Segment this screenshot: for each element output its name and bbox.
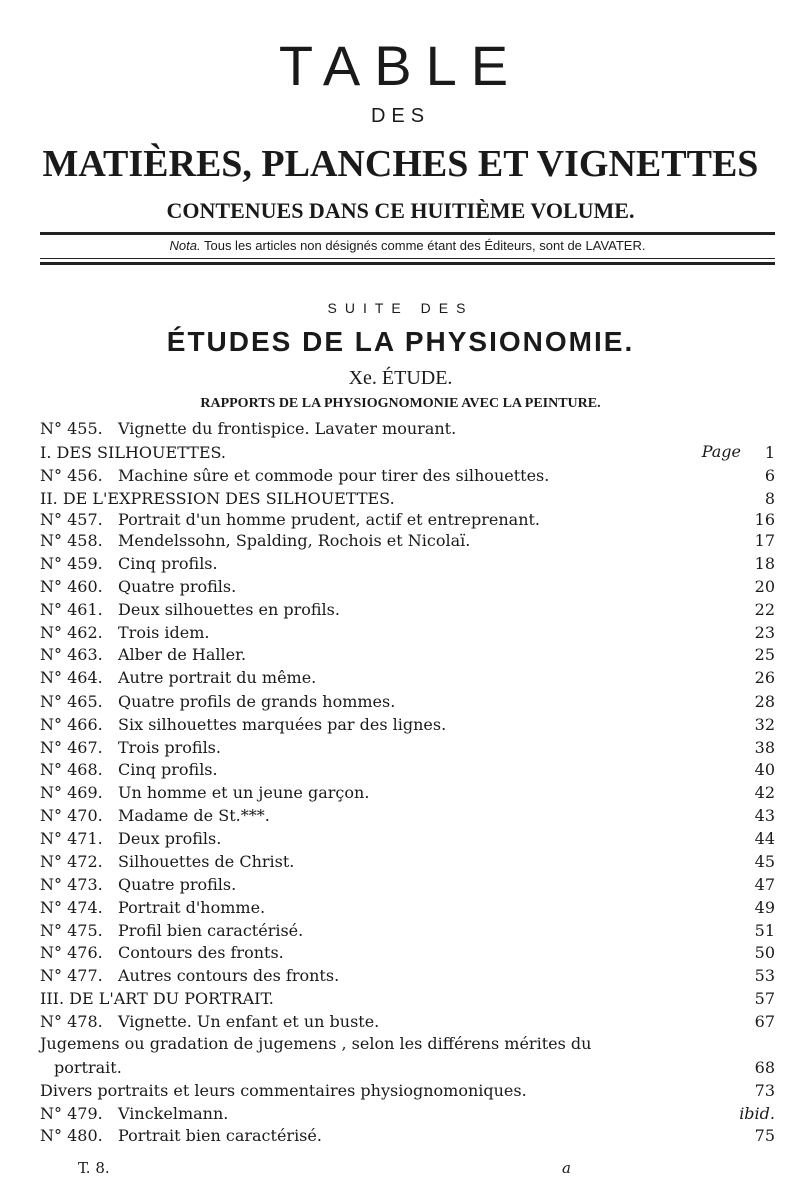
toc-entry: [40, 1126, 775, 1146]
nota-text: Tous les articles non désignés comme étant des Éditeurs, sont de LAVATER.: [203, 238, 646, 253]
entry-number: N° 462.: [40, 623, 103, 642]
entry-title: Portrait d'homme.: [118, 898, 266, 917]
entry-page: 32: [754, 715, 775, 734]
toc-entry: [40, 600, 775, 620]
toc-entry: [40, 419, 775, 439]
toc-entry: [40, 554, 775, 574]
title-des: DES: [370, 105, 431, 127]
entry-number: N° 456.: [40, 466, 103, 485]
entry-title: Quatre profils de grands hommes.: [118, 692, 396, 711]
entry-number: N° 476.: [40, 943, 103, 962]
title-contenues: CONTENUES DANS CE HUITIÈME VOLUME.: [166, 198, 635, 223]
entry-page: 40: [754, 760, 775, 779]
title-matieres: MATIÈRES, PLANCHES ET VIGNETTES: [42, 143, 759, 185]
entry-title: Vignette. Un enfant et un buste.: [118, 1012, 380, 1031]
entry-page: 38: [754, 738, 775, 757]
toc-entry: [40, 921, 775, 941]
entry-page: 18: [754, 554, 775, 573]
entry-number: N° 463.: [40, 645, 103, 664]
entry-page: 75: [754, 1126, 775, 1145]
entry-page: 49: [754, 898, 775, 917]
toc-entry: [40, 738, 775, 758]
entry-title: Portrait d'un homme prudent, actif et entreprenant.: [118, 510, 541, 529]
toc-entry: [40, 966, 775, 986]
entry-page: 51: [754, 921, 775, 940]
title-table: TABLE: [278, 34, 523, 97]
toc-entry: [40, 1081, 775, 1101]
toc-entry: [40, 943, 775, 963]
entry-number: N° 459.: [40, 554, 103, 573]
entry-title: III. DE L'ART DU PORTRAIT.: [40, 989, 274, 1008]
entry-page: 45: [754, 852, 775, 871]
entry-title: Profil bien caractérisé.: [118, 921, 304, 940]
nota-label: Nota.: [169, 238, 201, 253]
entry-page: ibid.: [739, 1104, 775, 1123]
toc-entry: [40, 783, 775, 803]
toc-entry: [40, 645, 775, 665]
entry-page: 26: [754, 668, 775, 687]
entry-title: Silhouettes de Christ.: [118, 852, 295, 871]
entry-title: Deux profils.: [118, 829, 222, 848]
entry-title: I. DES SILHOUETTES.: [40, 443, 226, 462]
entry-title: Madame de St.***.: [118, 806, 270, 825]
entry-number: N° 473.: [40, 875, 103, 894]
toc-entry: [40, 623, 775, 643]
entry-page: 23: [754, 623, 775, 642]
entry-title: Machine sûre et commode pour tirer des silhouettes.: [118, 466, 550, 485]
entry-number: N° 469.: [40, 783, 103, 802]
entry-page: 28: [754, 692, 775, 711]
entry-page: 25: [754, 645, 775, 664]
entry-number: N° 457.: [40, 510, 103, 529]
toc-entry: [40, 760, 775, 780]
entry-page: 17: [754, 531, 775, 550]
entry-number: N° 460.: [40, 577, 103, 596]
entry-title: Autre portrait du même.: [118, 668, 317, 687]
entry-title: Trois profils.: [118, 738, 221, 757]
entry-title: II. DE L'EXPRESSION DES SILHOUETTES.: [40, 489, 395, 508]
entry-number: N° 477.: [40, 966, 103, 985]
toc-entry: [40, 715, 775, 735]
entry-number: N° 478.: [40, 1012, 103, 1031]
entry-title: Quatre profils.: [118, 577, 237, 596]
entry-number: N° 468.: [40, 760, 103, 779]
entry-number: N° 467.: [40, 738, 103, 757]
entry-number: N° 464.: [40, 668, 103, 687]
entry-number: N° 471.: [40, 829, 103, 848]
section-suite: SUITE DES: [327, 300, 474, 316]
entry-page: 73: [754, 1081, 775, 1100]
entry-title: Autres contours des fronts.: [118, 966, 340, 985]
entry-page: 1: [764, 443, 775, 462]
entry-page: 67: [754, 1012, 775, 1031]
rule-top: [40, 232, 775, 235]
toc-entry: [40, 531, 775, 551]
toc-entry: [40, 692, 775, 712]
toc-entry: [40, 898, 775, 918]
entry-title: Six silhouettes marquées par des lignes.: [118, 715, 447, 734]
toc-entry: [40, 806, 775, 826]
volume-mark: T. 8.: [78, 1159, 110, 1177]
toc-entry: [40, 1058, 775, 1078]
entry-title: Cinq profils.: [118, 760, 218, 779]
entry-title: Cinq profils.: [118, 554, 218, 573]
entry-number: N° 466.: [40, 715, 103, 734]
entry-page: 42: [754, 783, 775, 802]
entry-number: N° 479.: [40, 1104, 103, 1123]
entry-number: N° 480.: [40, 1126, 103, 1145]
entry-title: Jugemens ou gradation de jugemens , selon les différens mérites du: [40, 1034, 592, 1053]
entry-page: 47: [754, 875, 775, 894]
entry-title: Quatre profils.: [118, 875, 237, 894]
toc-entry: [40, 989, 775, 1009]
toc-entry: [40, 1104, 775, 1124]
nota-line: [40, 238, 775, 254]
entry-page: 20: [754, 577, 775, 596]
rule-mid: [40, 258, 775, 259]
entry-page: 16: [754, 510, 775, 529]
page-column-label: Page: [701, 442, 741, 461]
entry-number: N° 472.: [40, 852, 103, 871]
toc-entry: [40, 852, 775, 872]
entry-title: Vignette du frontispice. Lavater mourant.: [118, 419, 457, 438]
entry-page: 22: [754, 600, 775, 619]
toc-entry: [40, 489, 775, 509]
entry-page: 6: [764, 466, 775, 485]
entry-title: Un homme et un jeune garçon.: [118, 783, 370, 802]
toc-entry: [40, 466, 775, 486]
entry-page: 43: [754, 806, 775, 825]
entry-title: Deux silhouettes en profils.: [118, 600, 340, 619]
toc-entry: [40, 829, 775, 849]
entry-title: Mendelssohn, Spalding, Rochois et Nicolaï.: [118, 531, 471, 550]
entry-title: Portrait bien caractérisé.: [118, 1126, 322, 1145]
entry-number: N° 474.: [40, 898, 103, 917]
toc-entry: [40, 443, 775, 463]
entry-page: 44: [754, 829, 775, 848]
entry-title: portrait.: [54, 1058, 122, 1077]
entry-number: N° 455.: [40, 419, 103, 438]
entry-number: N° 470.: [40, 806, 103, 825]
toc-entry: [40, 577, 775, 597]
toc-entry: [40, 668, 775, 688]
toc-entry: [40, 1034, 775, 1054]
entry-title: Divers portraits et leurs commentaires physiognomoniques.: [40, 1081, 527, 1100]
entry-number: N° 475.: [40, 921, 103, 940]
section-etudes: ÉTUDES DE LA PHYSIONOMIE.: [166, 326, 635, 357]
toc-entry: [40, 1012, 775, 1032]
entry-title: Vinckelmann.: [118, 1104, 229, 1123]
section-rapports: RAPPORTS DE LA PHYSIOGNOMONIE AVEC LA PEINTURE.: [200, 396, 601, 411]
entry-page: 57: [754, 989, 775, 1008]
section-etude: Xe. ÉTUDE.: [348, 367, 453, 389]
entry-number: N° 458.: [40, 531, 103, 550]
entry-title: Trois idem.: [118, 623, 210, 642]
entry-number: N° 465.: [40, 692, 103, 711]
entry-page: 53: [754, 966, 775, 985]
toc-entry: [40, 510, 775, 530]
entry-title: Alber de Haller.: [118, 645, 247, 664]
toc-entry: [40, 875, 775, 895]
signature-mark: a: [562, 1159, 571, 1177]
entry-title: Contours des fronts.: [118, 943, 284, 962]
rule-bottom: [40, 262, 775, 265]
entry-page: 50: [754, 943, 775, 962]
entry-number: N° 461.: [40, 600, 103, 619]
entry-page: 8: [764, 489, 775, 508]
entry-page: 68: [754, 1058, 775, 1077]
